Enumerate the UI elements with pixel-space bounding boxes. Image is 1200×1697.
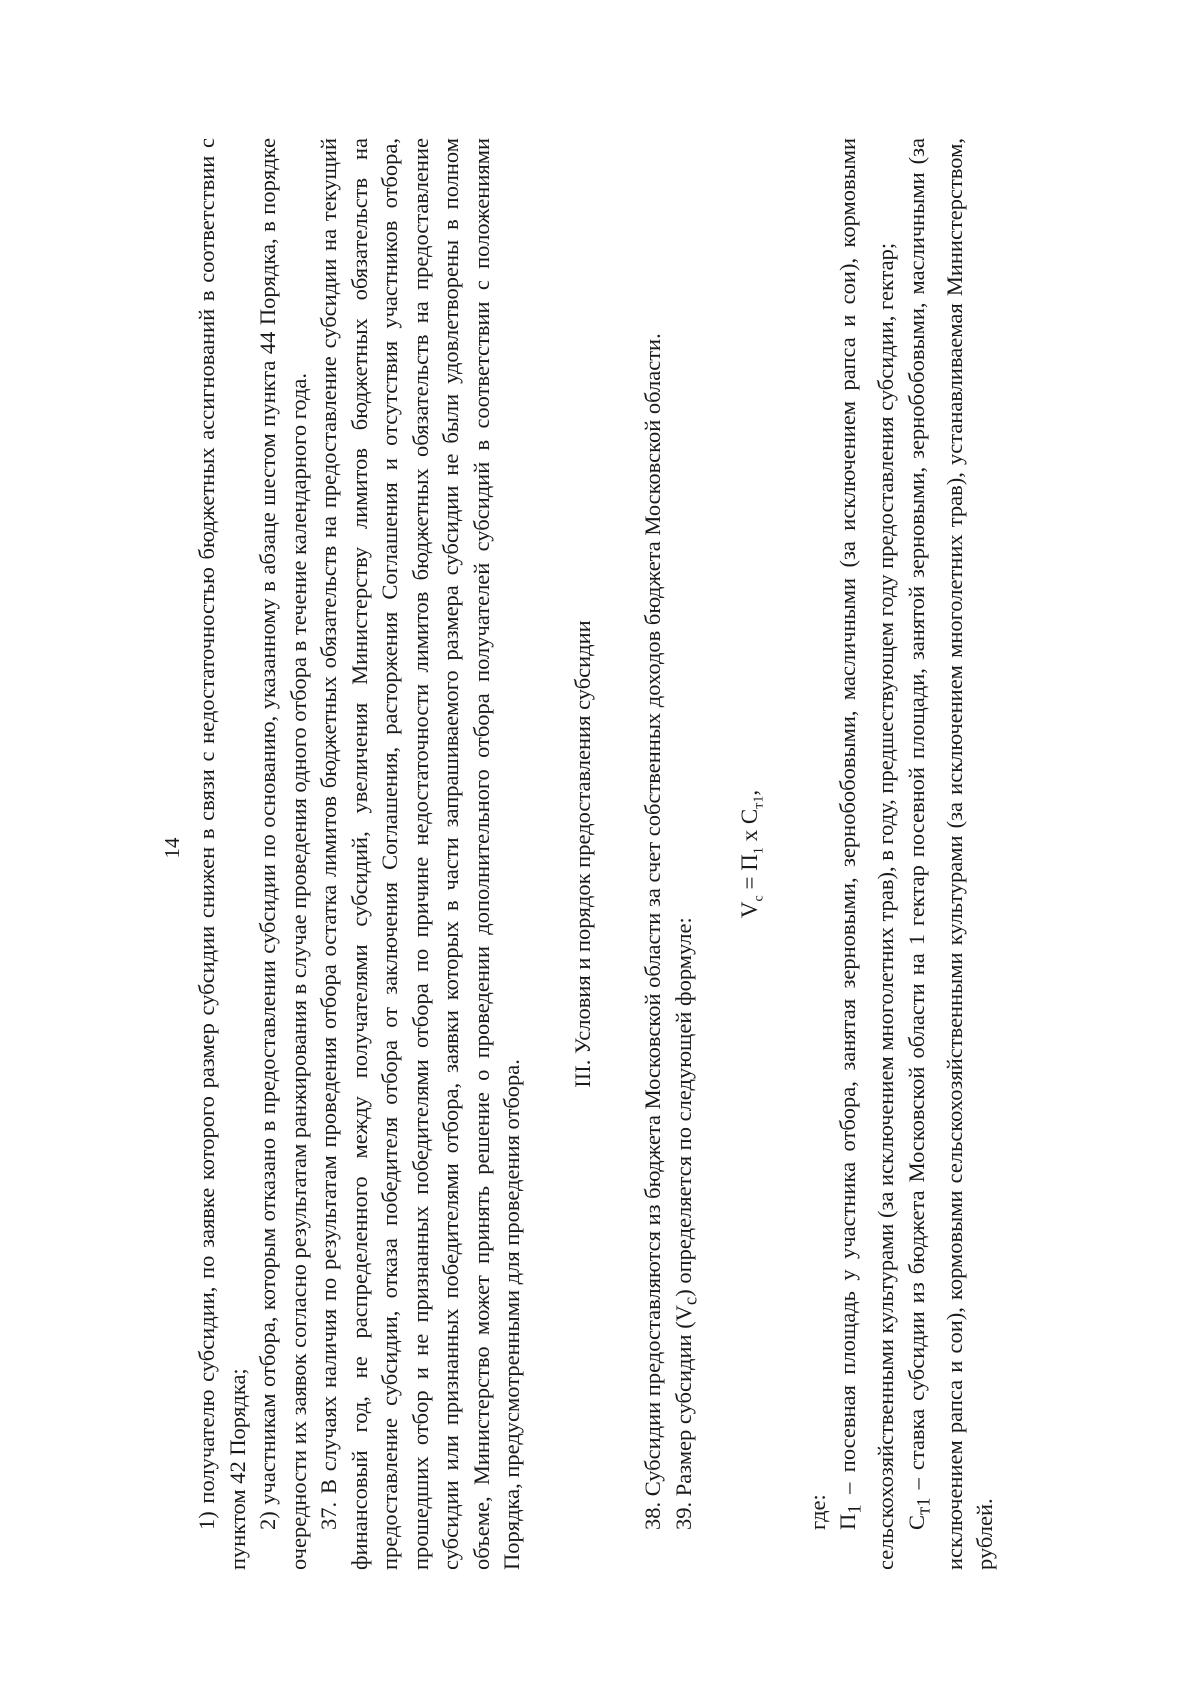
formula-p-sub: 1 bbox=[751, 847, 767, 855]
paragraph-38: 38. Субсидии предоставляются из бюджета Московской области за счет собственных доходов бюджета Московской области. bbox=[640, 333, 665, 1530]
spacer bbox=[775, 138, 803, 1570]
paragraph-39-prefix: 39. Размер субсидии (V bbox=[670, 1305, 696, 1530]
document-body bbox=[192, 138, 1001, 1570]
paragraph-item-1: 1) получателю субсидии, по заявке которого размер субсидии снижен в связи с недостаточностью бюджетных ассигнований в соответствии с пунктом 42 Порядка; bbox=[194, 138, 250, 1570]
definition-ct1-text: – ставка субсидии из бюджета Московской области на 1 гектар посевной площади, занятой зерновыми, зернобобовыми, масличными (за исключением рапса и сои), кормовыми сельскохозяйственными культурами (за исключением многолетних трав), устанавливаемая Министерством, рублей. bbox=[903, 138, 998, 1570]
paragraph-39 bbox=[669, 138, 707, 1570]
definition-ct1-sub: т1 bbox=[913, 1497, 935, 1515]
formula-end: , bbox=[736, 789, 762, 796]
section-title: III. Условия и порядок предоставления субсидии bbox=[569, 620, 595, 1088]
definition-p1-text: – посевная площадь у участника отбора, занятая зерновыми, зернобобовыми, масличными (за исключением рапса и сои), кормовыми сельскохозяйственными культурами (за исключением многолетних трав), в году, предшествующем году предоставления субсидии, гектар; bbox=[835, 138, 899, 1570]
definition-p1-sub: 1 bbox=[844, 1504, 866, 1514]
rotated-page bbox=[150, 108, 1050, 1588]
spacer bbox=[528, 138, 568, 1570]
formula-lhs: V bbox=[736, 901, 762, 919]
paragraph-item-2: 2) участникам отбора, которым отказано в предоставлении субсидии по основанию, указанному в абзаце шестом пункта 44 Порядка, в порядке очередности их заявок согласно результатам ранжирования в случае проведения одного отбора в течение календарного года. bbox=[255, 138, 311, 1570]
spacer bbox=[598, 138, 638, 1570]
where-label: где: bbox=[804, 1494, 830, 1530]
definition-ct1-symbol: С bbox=[903, 1514, 929, 1530]
spacer bbox=[707, 138, 735, 1570]
definition-p1-symbol: П bbox=[835, 1513, 861, 1530]
formula-c-sub: т1 bbox=[751, 795, 767, 809]
definition-p1 bbox=[833, 138, 902, 1570]
subsidy-formula bbox=[735, 138, 775, 1570]
paragraph-39-suffix: ) определяется по следующей формуле: bbox=[670, 917, 696, 1297]
formula-times: х С bbox=[736, 808, 762, 848]
definition-ct1 bbox=[902, 138, 1001, 1570]
formula-lhs-sub: с bbox=[751, 895, 767, 902]
formula-eq: = П bbox=[736, 854, 762, 896]
page-number: 14 bbox=[160, 837, 184, 859]
paragraph-37: 37. В случаях наличия по результатам проведения отбора остатка лимитов бюджетных обязательств на предоставление субсидии на текущий финансовый год, не распределенного между получателями субсидий, увеличения Министерству лимитов бюджетных обязательств на предоставление субсидии, отказа победителя отбора от заключения Соглашения, расторжения Соглашения и отсутствия участников отбора, прошедших отбор и не признанных победителями отбора по причине недостаточности лимитов бюджетных обязательств на предоставление субсидии или признанных победителями отбора, заявки которых в части запрашиваемого размера субсидии не были удовлетворены в полном объеме, Министерство может принять решение о проведении дополнительного отбора получателей субсидий в соответствии с положениями Порядка, предусмотренными для проведения отбора. bbox=[316, 138, 524, 1570]
paragraph-39-sub: с bbox=[680, 1296, 701, 1306]
